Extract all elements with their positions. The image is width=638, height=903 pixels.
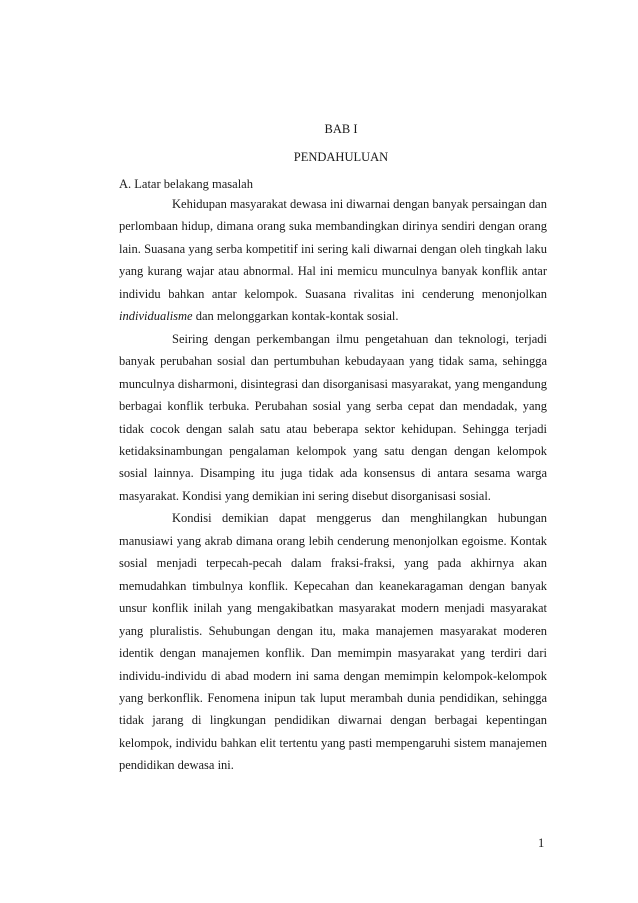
paragraph-1-emphasis: individualisme [119, 309, 193, 324]
chapter-number: BAB I [324, 122, 358, 136]
paragraph-2 [119, 328, 547, 508]
chapter-title: PENDAHULUAN [293, 150, 389, 164]
section-heading: A. Latar belakang masalah [119, 177, 253, 191]
paragraph-2-text: Seiring dengan perkembangan ilmu pengetahuan dan teknologi, terjadi banyak perubahan sosial dan pertumbuhan kebudayaan yang tidak sama, sehingga munculnya disharmoni, disintegrasi dan disorganisasi masyarakat, yang mengandung berbagai konflik terbuka. Perubahan sosial yang serba cepat dan mendadak, yang tidak cocok dengan salah satu atau beberapa sektor kehidupan. Sehingga terjadi ketidaksinambungan pengalaman kelompok yang satu dengan dengan kelompok sosial lainnya. Disamping itu juga tidak ada konsensus di antara sesama warga masyarakat. Kondisi yang demikian ini sering disebut disorganisasi sosial. [119, 331, 547, 503]
paragraph-1-text-end: dan melonggarkan kontak-kontak sosial. [192, 309, 399, 324]
body-text [119, 193, 547, 777]
page-number: 1 [538, 836, 545, 850]
paragraph-3 [119, 507, 547, 776]
paragraph-3-text: Kondisi demikian dapat menggerus dan menghilangkan hubungan manusiawi yang akrab dimana orang lebih cenderung menonjolkan egoisme. Kontak sosial menjadi terpecah-pecah dalam fraksi-fraksi, yang pada akhirnya akan memudahkan timbulnya konflik. Kepecahan dan keanekaragaman dengan banyak unsur konflik inilah yang mengakibatkan masyarakat modern menjadi masyarakat yang pluralistis. Sehubungan dengan itu, maka manajemen masyarakat moderen identik dengan manajemen konflik. Dan memimpin masyarakat yang terdiri dari individu-individu di abad modern ini sama dengan memimpin kelompok-kelompok yang berkonflik. Fenomena inipun tak luput merambah dunia pendidikan, sehingga tidak jarang di lingkungan pendidikan diwarnai dengan berbagai kepentingan kelompok, individu bahkan elit tertentu yang pasti mempengaruhi sistem manajemen pendidikan dewasa ini. [119, 511, 547, 773]
paragraph-1-text: Kehidupan masyarakat dewasa ini diwarnai dengan banyak persaingan dan perlombaan hidup, dimana orang suka membandingkan dirinya sendiri dengan orang lain. Suasana yang serba kompetitif ini sering kali diwarnai dengan oleh tingkah laku yang kurang wajar atau abnormal. Hal ini memicu munculnya banyak konflik antar individu bahkan antar kelompok. Suasana rivalitas ini cenderung menonjolkan [119, 197, 547, 301]
paragraph-1 [119, 193, 547, 328]
